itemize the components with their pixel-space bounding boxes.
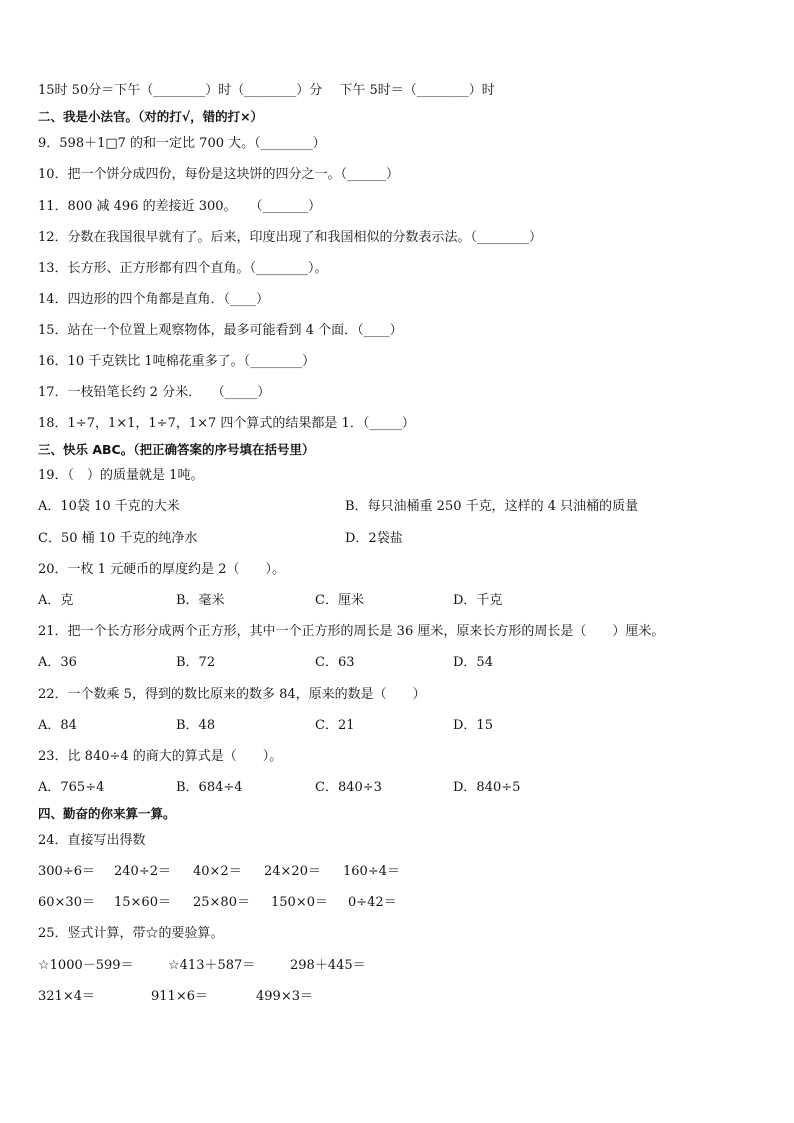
question-24: 24．直接写出得数 [38, 833, 146, 848]
q21-option-b: B．72 [176, 655, 216, 670]
q24-item: 160÷4＝ [343, 864, 400, 879]
q24-item: 24×20＝ [264, 864, 321, 879]
q25-item: 321×4＝ [38, 989, 95, 1004]
question-8-line: 15时 50分＝下午（________）时（________）分 下午 5时＝（________）时 [38, 83, 495, 98]
question-12: 12．分数在我国很早就有了。后来，印度出现了和我国相似的分数表示法。（________） [38, 230, 543, 245]
question-18: 18．1÷7，1×1，1÷7，1×7 四个算式的结果都是 1．（_____） [38, 416, 415, 431]
question-14: 14．四边形的四个角都是直角．（____） [38, 292, 270, 307]
q25-item: 499×3＝ [256, 989, 313, 1004]
q25-item: 298＋445＝ [290, 958, 366, 973]
q22-option-d: D．15 [453, 718, 493, 733]
q25-item: ☆413＋587＝ [168, 958, 256, 973]
q19-option-d: D．2袋盐 [345, 531, 403, 546]
q20-option-d: D．千克 [453, 593, 503, 608]
q22-option-a: A．84 [38, 718, 77, 733]
q23-option-b: B．684÷4 [176, 780, 243, 795]
q24-item: 15×60＝ [114, 895, 171, 910]
question-22: 22．一个数乘 5，得到的数比原来的数多 84，原来的数是（ ） [38, 687, 426, 702]
question-15: 15．站在一个位置上观察物体，最多可能看到 4 个面．（____） [38, 323, 403, 338]
q19-option-c: C．50 桶 10 千克的纯净水 [38, 531, 198, 546]
question-9: 9．598＋1□7 的和一定比 700 大。（________） [38, 136, 326, 151]
question-10: 10．把一个饼分成四份，每份是这块饼的四分之一。（______） [38, 167, 400, 182]
q20-option-b: B．毫米 [176, 593, 225, 608]
question-13: 13．长方形、正方形都有四个直角。（________）。 [38, 261, 328, 276]
q25-item: 911×6＝ [151, 989, 208, 1004]
q20-option-a: A．克 [38, 593, 74, 608]
q21-option-c: C．63 [315, 655, 355, 670]
q21-option-d: D．54 [453, 655, 493, 670]
section-2-title: 二、我是小法官。（对的打√，错的打×） [38, 109, 264, 124]
q19-option-a: A．10袋 10 千克的大米 [38, 499, 180, 514]
q23-option-c: C．840÷3 [315, 780, 382, 795]
question-20: 20．一枚 1 元硬币的厚度约是 2（ ）。 [38, 562, 285, 577]
q24-item: 40×2＝ [193, 864, 242, 879]
q22-option-c: C．21 [315, 718, 355, 733]
q19-option-b: B．每只油桶重 250 千克，这样的 4 只油桶的质量 [345, 499, 639, 514]
q22-option-b: B．48 [176, 718, 216, 733]
q24-item: 150×0＝ [271, 895, 328, 910]
q24-item: 240÷2＝ [114, 864, 171, 879]
question-25: 25．竖式计算，带☆的要验算。 [38, 926, 224, 941]
question-16: 16．10 千克铁比 1吨棉花重多了。（________） [38, 354, 316, 369]
q25-item: ☆1000－599＝ [38, 958, 134, 973]
q23-option-d: D．840÷5 [453, 780, 521, 795]
question-23: 23．比 840÷4 的商大的算式是（ ）。 [38, 749, 283, 764]
question-11: 11．800 减 496 的差接近 300。 （_______） [38, 199, 322, 214]
q24-item: 25×80＝ [193, 895, 250, 910]
q20-option-c: C．厘米 [315, 593, 364, 608]
q23-option-a: A．765÷4 [38, 780, 105, 795]
q24-item: 300÷6＝ [38, 864, 95, 879]
question-19: 19．（ ）的质量就是 1吨。 [38, 468, 204, 483]
q24-item: 60×30＝ [38, 895, 95, 910]
q24-item: 0÷42＝ [348, 895, 397, 910]
section-4-title: 四、勤奋的你来算一算。 [38, 806, 176, 821]
question-17: 17．一枝铅笔长约 2 分米． （_____） [38, 385, 271, 400]
question-21: 21．把一个长方形分成两个正方形，其中一个正方形的周长是 36 厘米，原来长方形的周长是（ ）厘米。 [38, 624, 665, 639]
section-3-title: 三、快乐 ABC。（把正确答案的序号填在括号里） [38, 442, 315, 457]
q21-option-a: A．36 [38, 655, 77, 670]
